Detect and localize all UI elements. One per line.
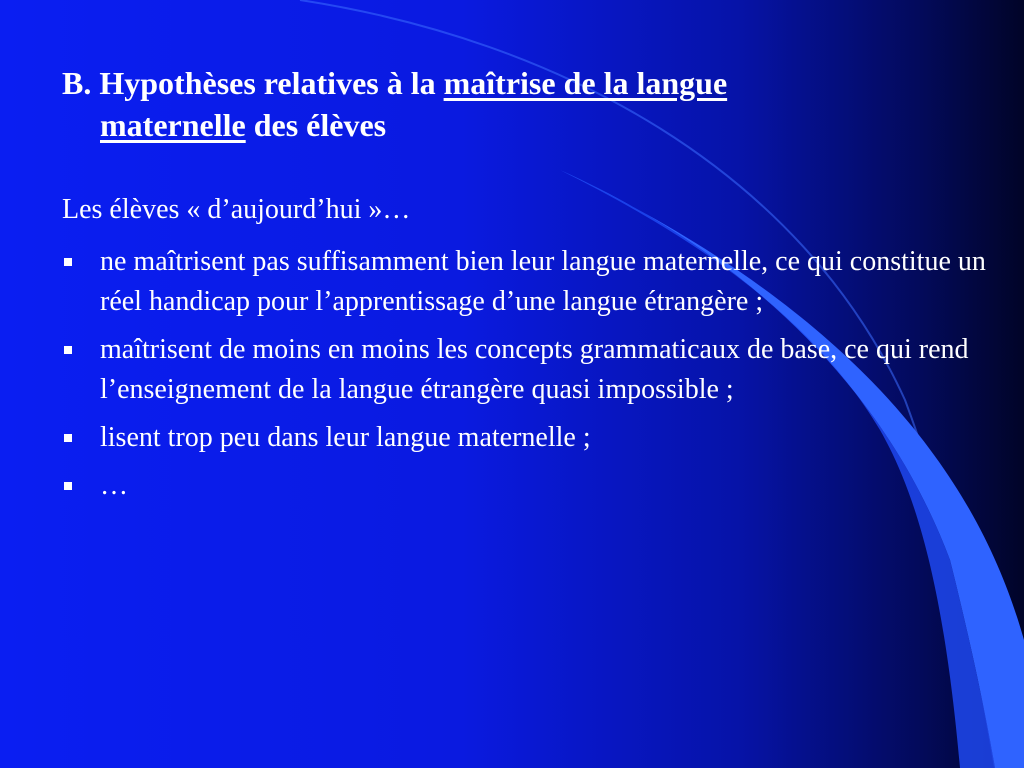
- bullet-item: [62, 330, 1007, 410]
- bullet-text: ne maîtrisent pas suffisamment bien leur langue maternelle, ce qui constitue un réel handicap pour l’apprentissage d’une langue étrangère ;: [100, 246, 986, 317]
- square-bullet-icon: [64, 482, 72, 490]
- bullet-list: [62, 242, 1007, 514]
- bullet-item: [62, 242, 1007, 322]
- bullet-text: lisent trop peu dans leur langue maternelle ;: [100, 422, 591, 453]
- square-bullet-icon: [64, 258, 72, 266]
- bullet-text: …: [100, 470, 128, 501]
- title-underlined-phrase-part-2: maternelle: [100, 107, 246, 143]
- square-bullet-icon: [64, 434, 72, 442]
- bullet-item: [62, 466, 1007, 506]
- title-second-line: [62, 104, 962, 146]
- bullet-item: [62, 418, 1007, 458]
- intro-line: Les élèves « d’aujourd’hui »…: [62, 194, 411, 225]
- title-underlined-phrase-part-1: maîtrise de la langue: [443, 65, 728, 101]
- bullet-text: maîtrisent de moins en moins les concepts grammaticaux de base, ce qui rend l’enseignement de la langue étrangère quasi impossible ;: [100, 334, 969, 405]
- title-text-start: B. Hypothèses relatives à la: [62, 65, 444, 101]
- title-text-end: des élèves: [245, 107, 387, 143]
- square-bullet-icon: [64, 346, 72, 354]
- slide-title: [62, 62, 962, 146]
